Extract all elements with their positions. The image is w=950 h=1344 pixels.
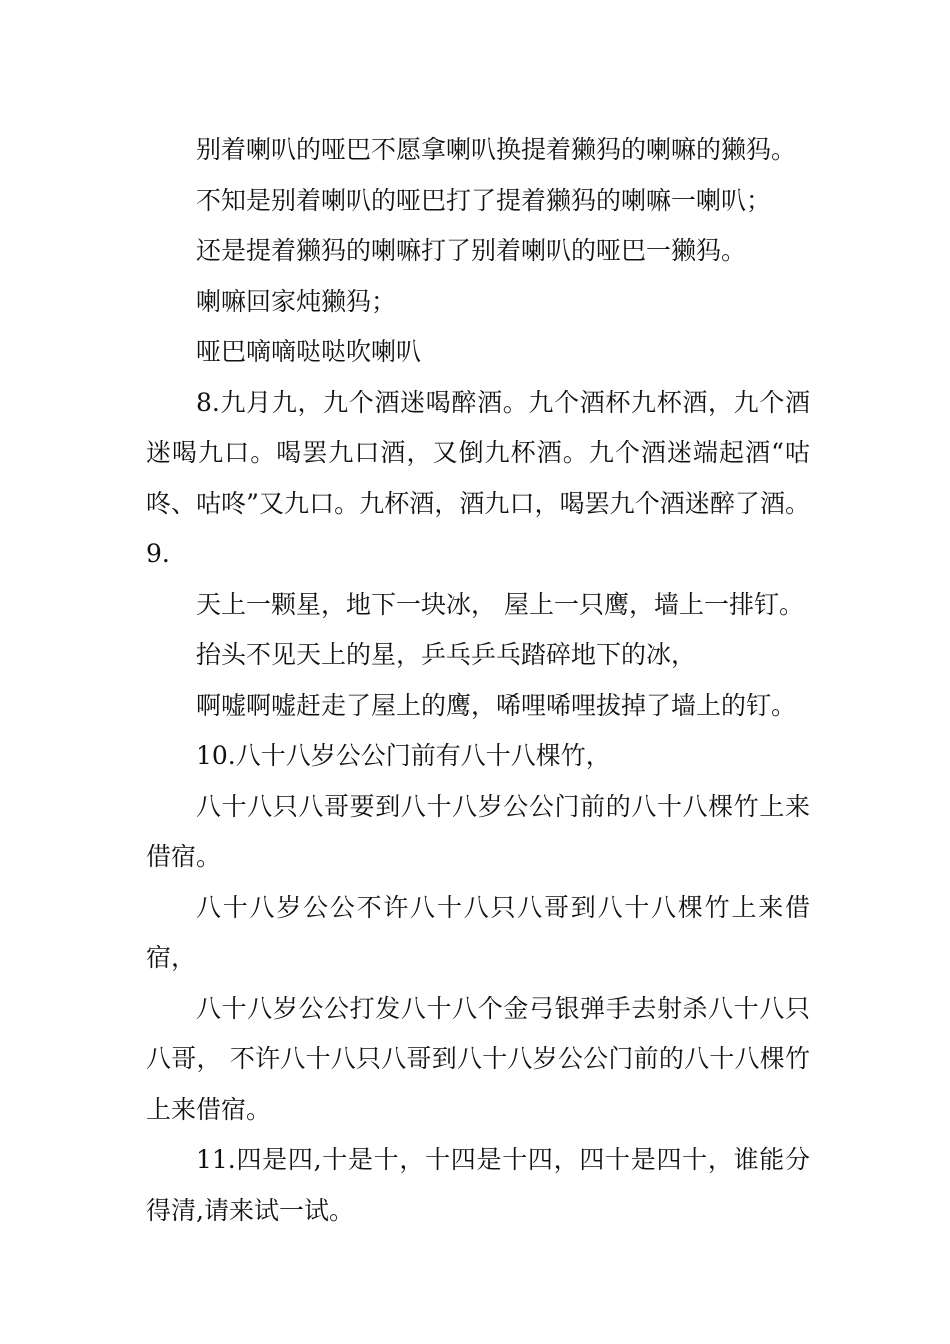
paragraph-item-9-line-3: 啊嘘啊嘘赶走了屋上的鹰，唏哩唏哩拔掉了墙上的钉。 [196,690,797,720]
paragraph-tongue-twister-line-3: 还是提着獭犸的喇嘛打了别着喇叭的哑巴一獭犸。 [196,236,747,265]
paragraph-item-10-line-2: 八十八只八哥要到八十八岁公公门前的八十八棵竹上来借宿。 [146,791,810,871]
paragraph-item-11: 11.四是四,十是十，十四是十四，四十是四十，谁能分得清,请来试一试。 [146,1145,810,1225]
paragraph-tongue-twister-line-5: 哑巴嘀嘀哒哒吹喇叭 [196,337,422,366]
paragraph-item-9-line-1: 天上一颗星，地下一块冰， 屋上一只鹰，墙上一排钉。 [196,589,804,619]
paragraph-item-8: 8.九月九，九个酒迷喝醉酒。九个酒杯九杯酒，九个酒迷喝九口。喝罢九口酒，又倒九杯酒。九个酒迷端起酒“咕咚、咕咚”又九口。九杯酒，酒九口，喝罢九个酒迷醉了酒。 9. [146,387,810,568]
paragraph-tongue-twister-line-4: 喇嘛回家炖獭犸； [196,286,397,316]
paragraph-item-10-line-3: 八十八岁公公不许八十八只八哥到八十八棵竹上来借宿， [146,892,810,972]
paragraph-item-10-line-1: 10.八十八岁公公门前有八十八棵竹， [196,741,611,770]
paragraph-tongue-twister-line-1: 别着喇叭的哑巴不愿拿喇叭换提着獭犸的喇嘛的獭犸。 [196,135,797,164]
paragraph-item-10-line-4: 八十八岁公公打发八十八个金弓银弹手去射杀八十八只八哥， 不许八十八只八哥到八十八岁公公门前的八十八棵竹上来借宿。 [146,993,810,1124]
document-body [146,125,810,1236]
paragraph-tongue-twister-line-2: 不知是别着喇叭的哑巴打了提着獭犸的喇嘛一喇叭； [196,185,772,215]
paragraph-item-9-line-2: 抬头不见天上的星，乒乓乒乓踏碎地下的冰， [196,640,697,669]
